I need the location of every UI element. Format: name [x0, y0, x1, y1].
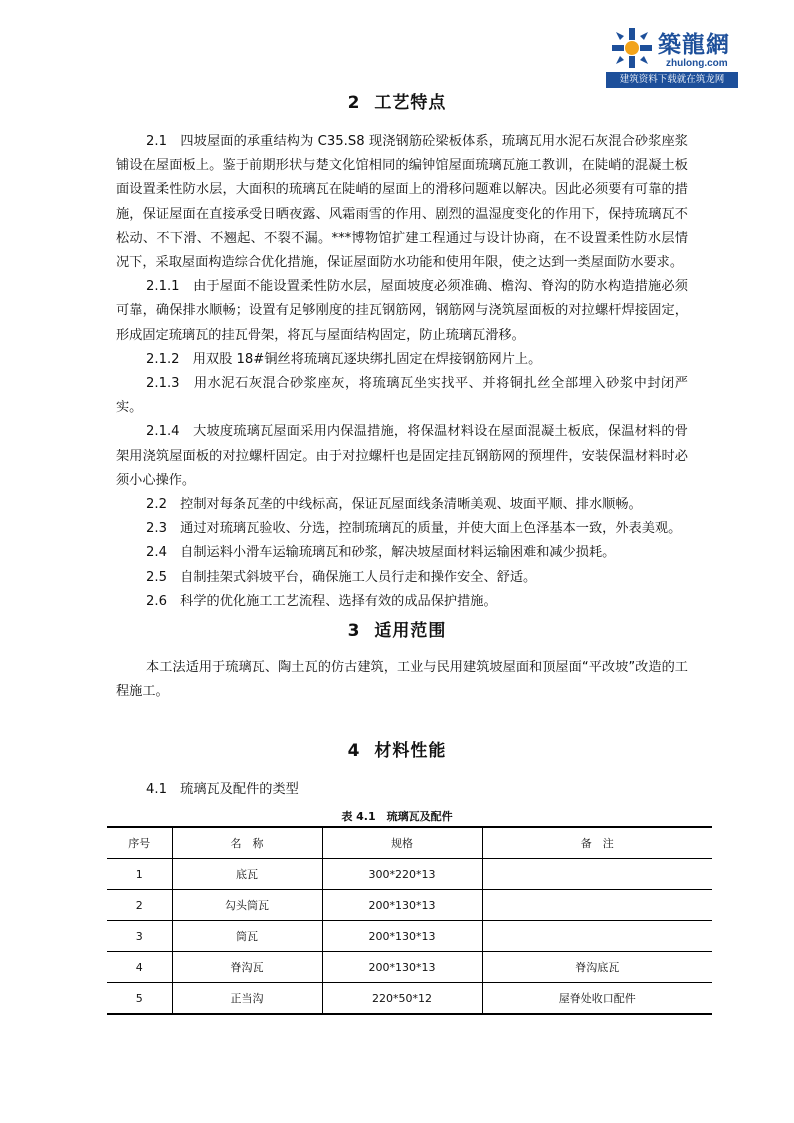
header-cell: 规格 — [322, 827, 482, 859]
section-title: 适用范围 — [374, 621, 447, 641]
section-number: 4 — [347, 741, 361, 761]
snowflake-logo-icon — [610, 26, 654, 70]
header-cell: 名 称 — [172, 827, 322, 859]
logo-name-cn: 築龍網 — [658, 31, 730, 58]
table-row — [107, 890, 712, 921]
cell-note — [482, 921, 712, 952]
header-cell: 序号 — [107, 827, 172, 859]
paragraph-2-1-3: 2.1.3 用水泥石灰混合砂浆座灰，将琉璃瓦坐实找平、并将铜扎丝全部埋入砂浆中封闭严实。 — [116, 376, 688, 416]
paragraph-2-3: 2.3 通过对琉璃瓦验收、分选，控制琉璃瓦的质量，并使大面上色泽基本一致，外表美观。 — [146, 521, 682, 537]
section-4-body — [116, 778, 688, 802]
paragraph-2-1-1: 2.1.1 由于屋面不能设置柔性防水层，屋面坡度必须准确、檐沟、脊沟的防水构造措施必须可靠，确保排水顺畅；设置有足够刚度的挂瓦钢筋网，钢筋网与浇筑屋面板的对拉螺杆焊接固定，形成固定琉璃瓦的挂瓦骨架，将瓦与屋面结构固定，防止琉璃瓦滑移。 — [116, 279, 688, 343]
cell-note: 屋脊处收口配件 — [482, 983, 712, 1015]
cell-spec: 300*220*13 — [322, 859, 482, 890]
paragraph-2-2: 2.2 控制对每条瓦垄的中线标高，保证瓦屋面线条清晰美观、坡面平顺、排水顺畅。 — [146, 497, 642, 513]
section-2-body — [116, 130, 688, 614]
section-number: 3 — [347, 621, 361, 641]
cell-note — [482, 859, 712, 890]
table-header-row — [107, 827, 712, 859]
section-3-heading — [0, 616, 794, 641]
cell-index: 5 — [107, 983, 172, 1015]
cell-spec: 220*50*12 — [322, 983, 482, 1015]
cell-name: 底瓦 — [172, 859, 322, 890]
section-title: 工艺特点 — [374, 93, 447, 113]
logo-slogan: 建筑资料下载就在筑龙网 — [606, 72, 738, 88]
cell-name: 筒瓦 — [172, 921, 322, 952]
header-cell: 备 注 — [482, 827, 712, 859]
table-row — [107, 859, 712, 890]
section-title: 材料性能 — [374, 741, 447, 761]
section-3-body — [116, 656, 688, 704]
cell-name: 脊沟瓦 — [172, 952, 322, 983]
paragraph-3: 本工法适用于琉璃瓦、陶土瓦的仿古建筑，工业与民用建筑坡屋面和顶屋面“平改坡”改造的工程施工。 — [116, 660, 688, 700]
paragraph-2-1-2: 2.1.2 用双股 18#铜丝将琉璃瓦逐块绑扎固定在焊接钢筋网片上。 — [146, 351, 542, 367]
cell-name: 勾头筒瓦 — [172, 890, 322, 921]
zhulong-logo — [606, 18, 738, 88]
table-row — [107, 983, 712, 1015]
paragraph-4-1: 4.1 琉璃瓦及配件的类型 — [146, 782, 299, 797]
table-row — [107, 921, 712, 952]
cell-index: 4 — [107, 952, 172, 983]
paragraph-2-1-4: 2.1.4 大坡度琉璃瓦屋面采用内保温措施，将保温材料设在屋面混凝土板底，保温材料的骨架用浇筑屋面板的对拉螺杆固定。由于对拉螺杆也是固定挂瓦钢筋网的预埋件，安装保温材料时必须小心操作。 — [116, 424, 688, 488]
logo-name-en: zhulong.com — [666, 58, 728, 69]
cell-note: 脊沟底瓦 — [482, 952, 712, 983]
cell-spec: 200*130*13 — [322, 921, 482, 952]
paragraph-2-4: 2.4 自制运料小滑车运输琉璃瓦和砂浆，解决坡屋面材料运输困难和减少损耗。 — [146, 545, 616, 561]
table-caption: 表 4.1 琉璃瓦及配件 — [341, 810, 453, 823]
table-row — [107, 952, 712, 983]
cell-spec: 200*130*13 — [322, 890, 482, 921]
cell-note — [482, 890, 712, 921]
section-4-heading — [0, 736, 794, 761]
section-number: 2 — [347, 93, 361, 113]
paragraph-2-1: 2.1 四坡屋面的承重结构为 C35.S8 现浇钢筋砼梁板体系，琉璃瓦用水泥石灰混合砂浆座浆铺设在屋面板上。鉴于前期形状与楚文化馆相同的编钟馆屋面琉璃瓦施工教训，在陡峭的混凝土板面设置柔性防水层，大面积的琉璃瓦在陡峭的屋面上的滑移问题难以解决。因此必须要有可靠的措施，保证屋面在直接承受日晒夜露、风霜雨雪的作用、剧烈的温湿度变化的作用下，保持琉璃瓦不松动、不下滑、不翘起、不裂不漏。***博物馆扩建工程通过与设计协商，在不设置柔性防水层情况下，采取屋面构造综合优化措施，保证屋面防水功能和使用年限，使之达到一类屋面防水要求。 — [116, 134, 688, 271]
cell-index: 2 — [107, 890, 172, 921]
cell-name: 正当沟 — [172, 983, 322, 1015]
paragraph-2-6: 2.6 科学的优化施工工艺流程、选择有效的成品保护措施。 — [146, 593, 497, 609]
cell-index: 3 — [107, 921, 172, 952]
cell-spec: 200*130*13 — [322, 952, 482, 983]
tile-types-table — [107, 826, 712, 1015]
paragraph-2-5: 2.5 自制挂架式斜坡平台，确保施工人员行走和操作安全、舒适。 — [146, 569, 537, 585]
cell-index: 1 — [107, 859, 172, 890]
section-2-heading — [0, 88, 794, 113]
